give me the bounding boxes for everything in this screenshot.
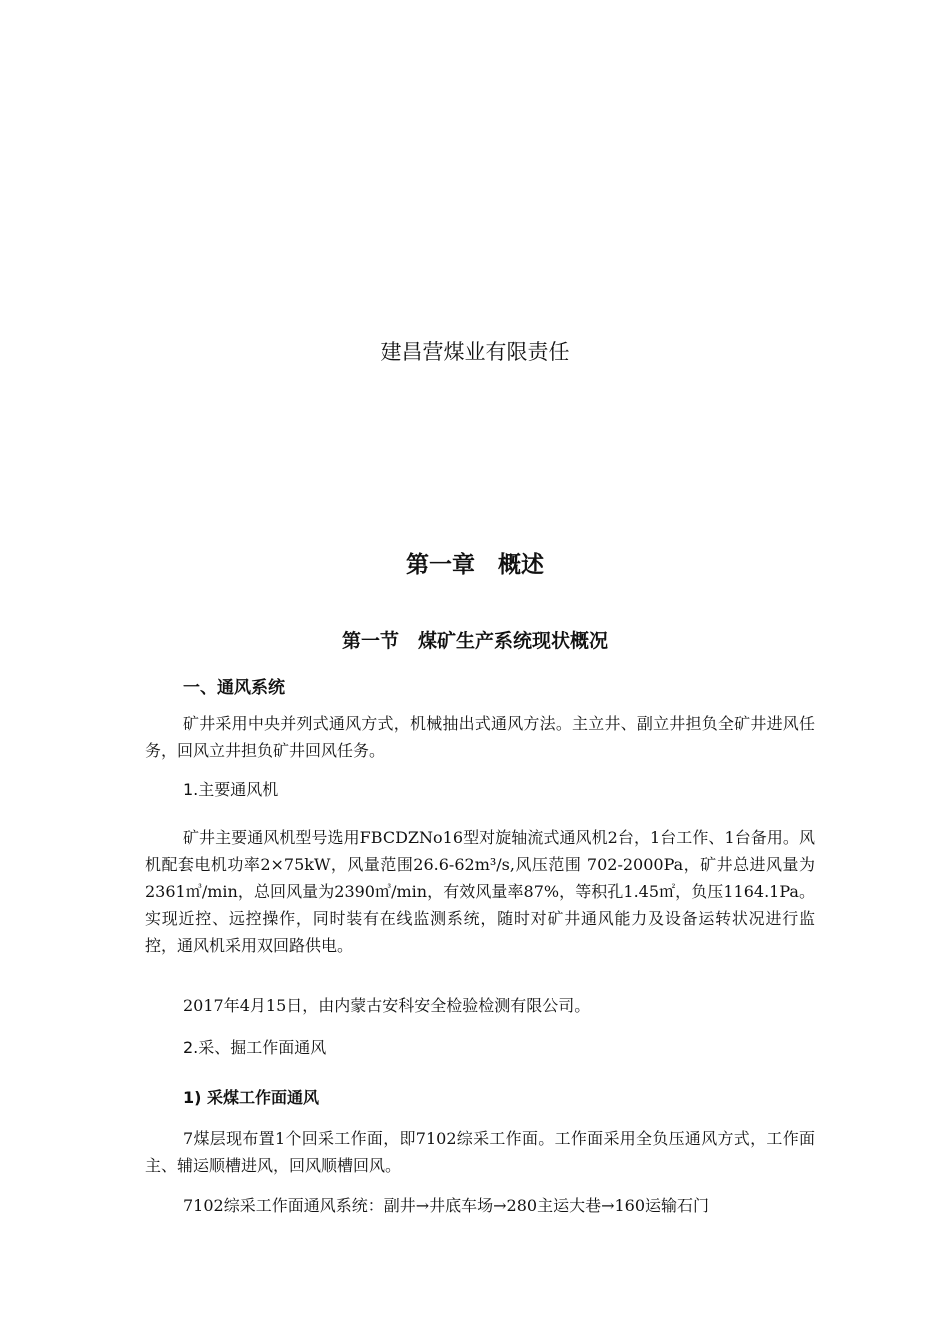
mining-face-heading: 1) 采煤工作面通风 — [183, 1088, 320, 1107]
main-fan-heading: 1.主要通风机 — [183, 780, 279, 799]
inspection-paragraph: 2017年4月15日，由内蒙古安科安全检验检测有限公司。 — [183, 996, 591, 1015]
company-name: 建昌营煤业有限责任 — [380, 340, 570, 364]
ventilation-heading: 一、通风系统 — [183, 678, 285, 698]
main-fan-paragraph: 矿井主要通风机型号选用FBCDZNo16型对旋轴流式通风机2台，1台工作、1台备用。风机配套电机功率2×75kW，风量范围26.6-62m³/s,风压范围 702-2000Pa，矿井总进风量为2361㎥/min，总回风量为2390㎥/min，有效风量率87%，等积孔1.45㎡，负压1164.1Pa。实现近控、远控操作，同时装有在线监测系统，随时对矿井通风能力及设备运转状况进行监控，通风机采用双回路供电。 — [145, 828, 815, 955]
section-title: 第一节 煤矿生产系统现状概况 — [341, 630, 608, 652]
workface-ventilation-heading: 2.采、掘工作面通风 — [183, 1038, 327, 1057]
ventilation-intro-paragraph: 矿井采用中央并列式通风方式，机械抽出式通风方法。主立井、副立井担负全矿井进风任务，回风立井担负矿井回风任务。 — [145, 714, 815, 760]
mining-face-paragraph: 7煤层现布置1个回采工作面，即7102综采工作面。工作面采用全负压通风方式，工作面主、辅运顺槽进风，回风顺槽回风。 — [145, 1129, 815, 1175]
mining-face-route-paragraph: 7102综采工作面通风系统：副井→井底车场→280主运大巷→160运输石门 — [183, 1196, 710, 1215]
chapter-title: 第一章 概述 — [406, 552, 544, 578]
